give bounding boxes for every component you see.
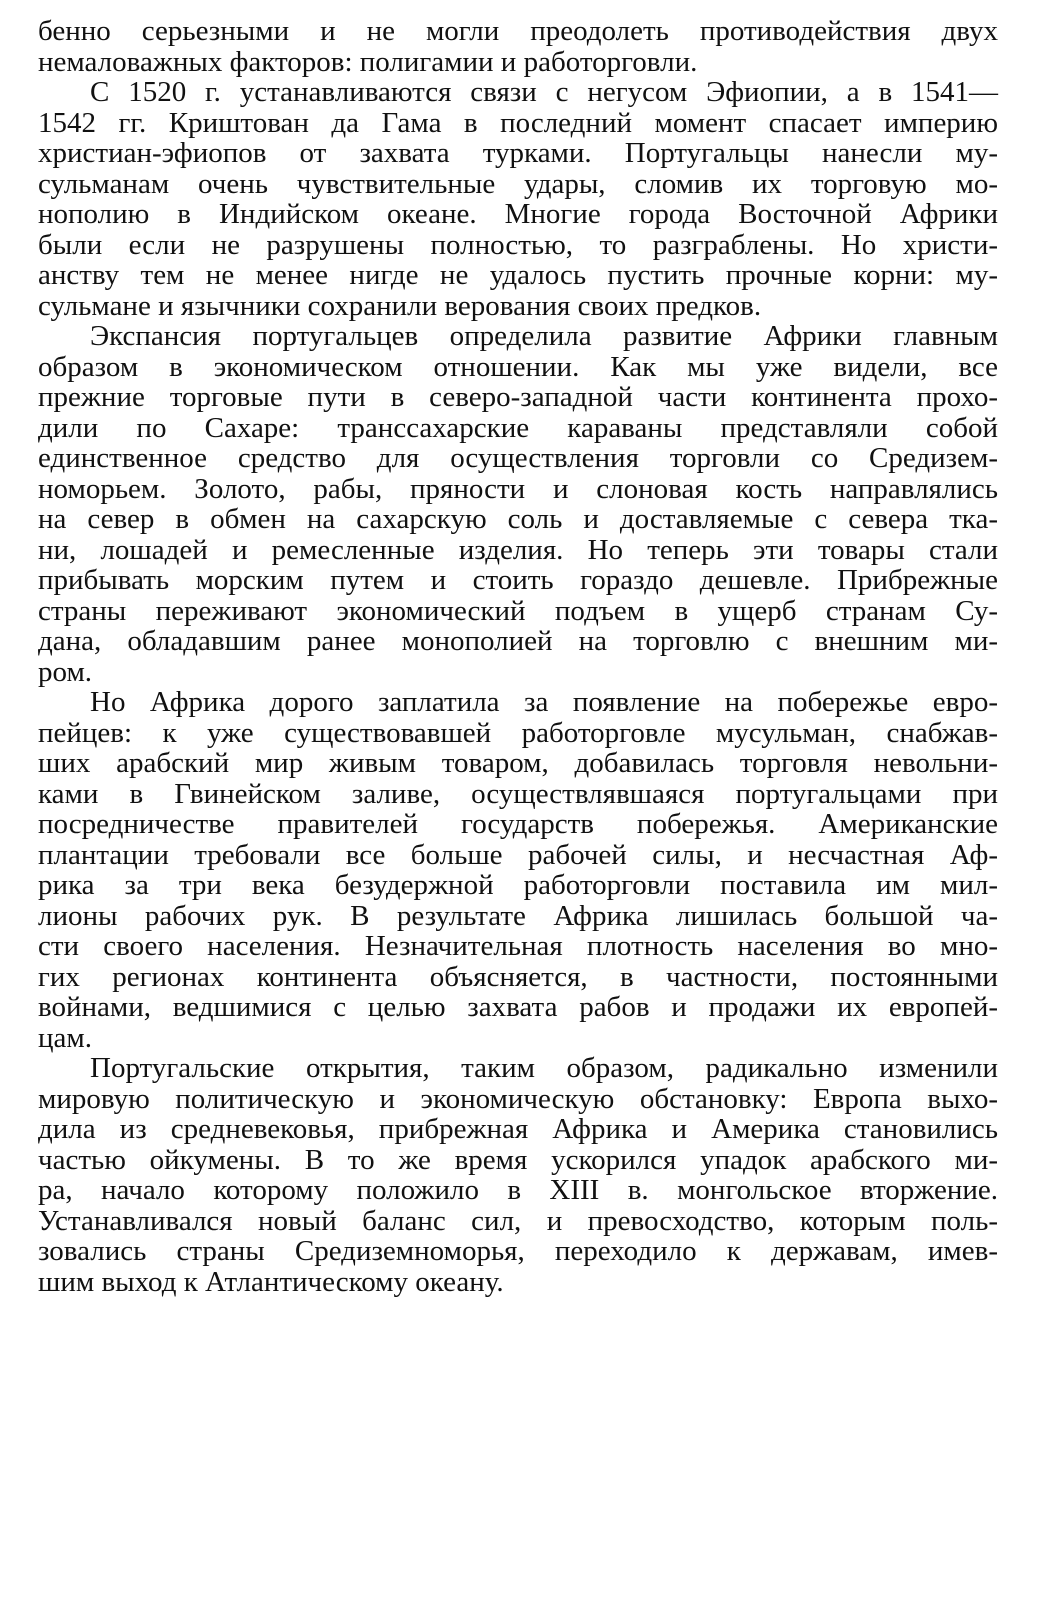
text-line: рика за три века безудержной работорговли поставила им мил- (38, 869, 998, 901)
text-line: посредничестве правителей государств побережья. Американские (38, 808, 998, 840)
text-line: бенно серьезными и не могли преодолеть противодействия двух (38, 15, 998, 47)
text-line: на север в обмен на сахарскую соль и доставляемые с севера тка- (38, 503, 998, 535)
text-line: войнами, ведшимися с целью захвата рабов и продажи их европей- (38, 991, 998, 1023)
text-line: ром. (38, 655, 93, 688)
paragraph-start-line: Португальские открытия, таким образом, радикально изменили (90, 1052, 998, 1084)
paragraph-start-line: Экспансия португальцев определила развитие Африки главным (90, 320, 998, 352)
text-line: прибывать морским путем и стоить гораздо дешевле. Прибрежные (38, 564, 998, 596)
text-line: частью ойкумены. В то же время ускорился упадок арабского ми- (38, 1143, 998, 1176)
text-line: мировую политическую и экономическую обстановку: Европа выхо- (38, 1082, 998, 1115)
text-line: дили по Сахаре: транссахарские караваны представляли собой (38, 411, 998, 444)
text-line: плантации требовали все больше рабочей силы, и несчастная Аф- (38, 838, 998, 871)
body-text (38, 16, 998, 1297)
text-line: сульмане и язычники сохранили верования своих предков. (38, 289, 762, 322)
text-line: нополию в Индийском океане. Многие города Восточной Африки (38, 198, 998, 230)
text-line: номорьем. Золото, рабы, пряности и слоновая кость направлялись (38, 472, 998, 505)
text-line: цам. (38, 1021, 92, 1054)
text-line: ших арабский мир живым товаром, добавилась торговля невольни- (38, 747, 998, 779)
text-line: страны переживают экономический подъем в ущерб странам Су- (38, 594, 998, 627)
text-line: Устанавливался новый баланс сил, и превосходство, которым поль- (38, 1204, 998, 1237)
text-line: ра, начало которому положило в XIII в. монгольское вторжение. (38, 1174, 998, 1206)
paragraph-start-line: Но Африка дорого заплатила за появление на побережье евро- (90, 686, 998, 718)
text-line: прежние торговые пути в северо-западной части континента прохо- (38, 381, 998, 413)
text-line: единственное средство для осуществления торговли со Средизем- (38, 442, 998, 474)
text-line: лионы рабочих рук. В результате Африка лишилась большой ча- (38, 899, 998, 932)
text-line: были если не разрушены полностью, то разграблены. Но христи- (38, 228, 998, 261)
text-line: немаловажных факторов: полигамии и работорговли. (38, 45, 698, 78)
paragraph-start-line: С 1520 г. устанавливаются связи с негусом Эфиопии, а в 1541— (90, 76, 998, 108)
text-line: сульманам очень чувствительные удары, сломив их торговую мо- (38, 167, 998, 200)
text-line: ками в Гвинейском заливе, осуществлявшаяся португальцами при (38, 777, 998, 810)
text-line: христиан-эфиопов от захвата турками. Португальцы нанесли му- (38, 137, 998, 169)
text-line: ни, лошадей и ремесленные изделия. Но теперь эти товары стали (38, 533, 998, 566)
text-line: шим выход к Атлантическому океану. (38, 1265, 504, 1298)
text-line: анству тем не менее нигде не удалось пустить прочные корни: му- (38, 259, 998, 291)
text-line: дила из средневековья, прибрежная Африка и Америка становились (38, 1113, 998, 1145)
text-line: сти своего населения. Незначительная плотность населения во мно- (38, 930, 998, 962)
text-line: 1542 гг. Криштован да Гама в последний момент спасает империю (38, 106, 998, 139)
text-line: пейцев: к уже существовавшей работорговле мусульман, снабжав- (38, 716, 998, 749)
text-line: дана, обладавшим ранее монополией на торговлю с внешним ми- (38, 625, 998, 657)
text-line: гих регионах континента объясняется, в частности, постоянными (38, 960, 998, 993)
text-line: образом в экономическом отношении. Как мы уже видели, все (38, 350, 998, 383)
text-line: зовались страны Средиземноморья, переходило к державам, имев- (38, 1235, 998, 1267)
